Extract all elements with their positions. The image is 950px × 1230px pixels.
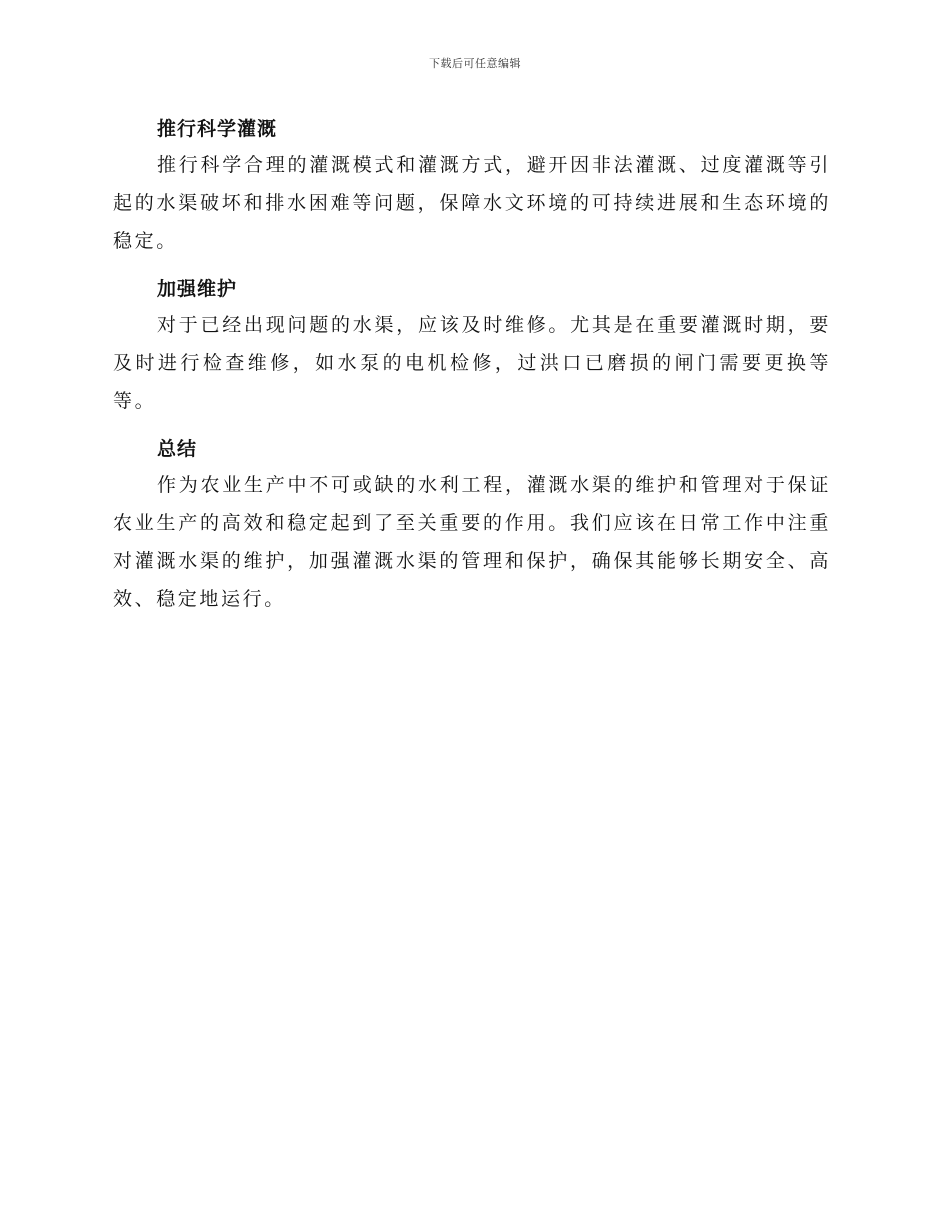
section-summary — [113, 432, 831, 618]
section-scientific-irrigation — [113, 112, 831, 260]
document-body — [113, 112, 831, 630]
section-paragraph: 对于已经出现问题的水渠，应该及时维修。尤其是在重要灌溉时期，要及时进行检查维修，如水泵的电机检修，过洪口已磨损的闸门需要更换等等。 — [113, 314, 831, 412]
section-paragraph: 作为农业生产中不可或缺的水利工程，灌溉水渠的维护和管理对于保证农业生产的高效和稳定起到了至关重要的作用。我们应该在日常工作中注重对灌溉水渠的维护，加强灌溉水渠的管理和保护，确保其能够长期安全、高效、稳定地运行。 — [113, 474, 831, 610]
header-note: 下载后可任意编辑 — [429, 57, 521, 70]
section-heading: 加强维护 — [157, 278, 238, 300]
section-heading: 总结 — [157, 438, 198, 460]
section-maintenance — [113, 272, 831, 420]
section-paragraph: 推行科学合理的灌溉模式和灌溉方式，避开因非法灌溉、过度灌溉等引起的水渠破坏和排水困难等问题，保障水文环境的可持续进展和生态环境的稳定。 — [113, 154, 831, 252]
section-heading: 推行科学灌溉 — [157, 118, 278, 140]
